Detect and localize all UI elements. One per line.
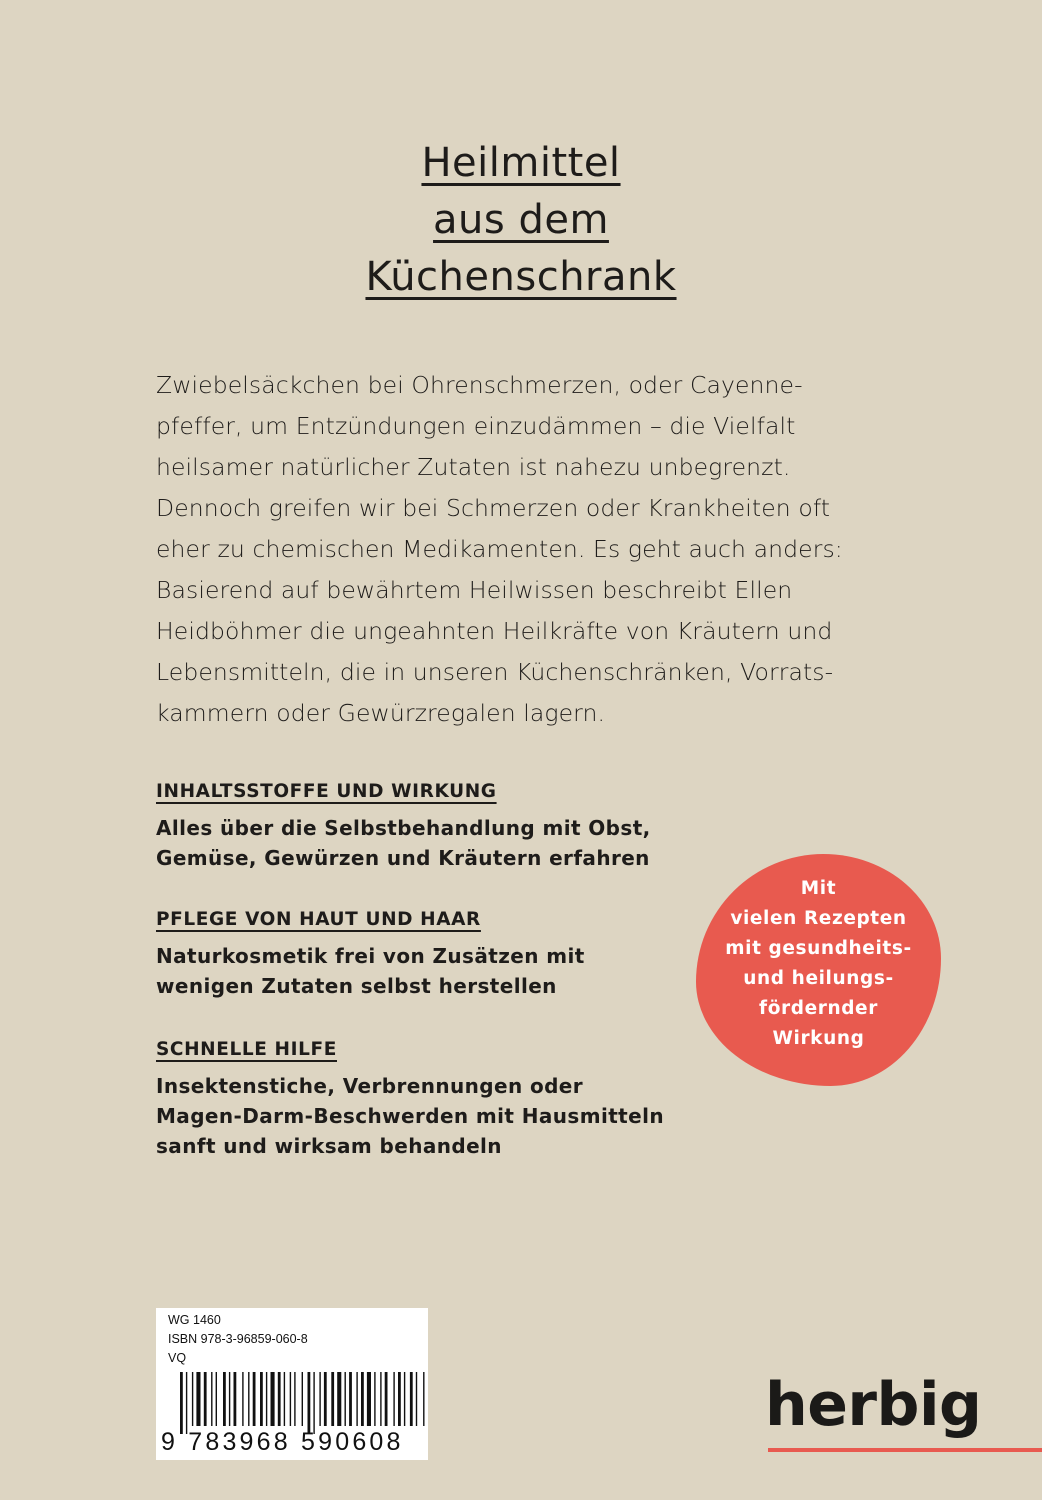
badge-text [696,874,941,1054]
barcode-bar [324,1372,327,1426]
intro-line: pfeffer, um Entzündungen einzudämmen – die Vielfalt [156,412,796,440]
barcode-bar [192,1372,193,1426]
section-pflege [156,908,716,1001]
intro-paragraph [156,365,916,734]
barcode-bar [211,1372,212,1426]
section-heading: PFLEGE VON HAUT UND HAAR [156,909,481,930]
publisher-logo-underline [768,1448,1042,1452]
barcode-bar [302,1372,303,1426]
barcode-bar [337,1372,341,1426]
intro-line: Dennoch greifen wir bei Schmerzen oder Krankheiten oft [156,494,831,522]
isbn-number: ISBN 978-3-96859-060-8 [168,1332,308,1346]
section-line: Gemüse, Gewürzen und Kräutern erfahren [156,846,650,870]
barcode-bar [248,1372,249,1426]
badge-line: Mit [800,878,837,899]
barcode-bar [356,1372,357,1426]
barcode-bar [361,1372,364,1426]
badge-line: vielen Rezepten [730,908,907,929]
barcode-bar [229,1372,230,1426]
intro-line: eher zu chemischen Medikamenten. Es geht auch anders: [156,535,843,563]
barcode-bar [398,1372,401,1426]
barcode-bar [410,1372,413,1426]
section-line: Insektenstiche, Verbrennungen oder [156,1074,584,1098]
wg-number: WG 1460 [168,1313,221,1327]
intro-line: Basierend auf bewährtem Heilwissen beschreibt Ellen [156,576,793,604]
barcode-bar [423,1372,424,1426]
intro-line: Heidböhmer die ungeahnten Heilkräfte von Kräutern und [156,617,833,645]
barcode-bar [313,1372,314,1434]
barcode-label [156,1308,428,1460]
barcode-bar [393,1372,394,1426]
section-line: Magen-Darm-Beschwerden mit Hausmitteln [156,1104,664,1128]
barcode-bar [349,1372,352,1426]
barcode-bar [223,1372,226,1426]
section-line: sanft und wirksam behandeln [156,1134,502,1158]
barcode-bar [374,1372,375,1426]
barcode-bar [331,1372,334,1426]
badge-line: fördernder [759,998,878,1019]
section-body [156,813,716,873]
barcode-bar [180,1372,183,1434]
section-heading: SCHNELLE HILFE [156,1039,337,1060]
barcode-bar [242,1372,243,1426]
book-title [0,135,1042,306]
recipes-badge [696,854,941,1086]
barcode-bar [404,1372,405,1426]
barcode-bar [294,1372,295,1426]
barcode-bar [290,1372,291,1426]
badge-line: mit gesundheits- [725,938,912,959]
barcode-bar [278,1372,281,1426]
barcode-bar [186,1372,187,1434]
barcode-bar [284,1372,285,1426]
intro-line: kammern oder Gewürzregalen lagern. [156,699,606,727]
barcode-bar [196,1372,200,1426]
section-heading: INHALTSSTOFFE UND WIRKUNG [156,781,497,802]
barcode-bar [416,1372,417,1426]
title-line-2: aus dem [433,197,609,243]
barcode-bar [271,1372,275,1426]
barcode-bar [345,1372,346,1426]
intro-line: heilsamer natürlicher Zutaten ist nahezu unbegrenzt. [156,453,791,481]
barcode-digits: 9 783968 590608 [161,1428,404,1456]
badge-line: und heilungs- [743,968,894,989]
barcode-bar [253,1372,256,1426]
vq-code: VQ [168,1351,187,1365]
barcode-bar [380,1372,381,1426]
intro-line: Lebensmitteln, die in unseren Küchenschränken, Vorrats- [156,658,834,686]
section-line: Naturkosmetik frei von Zusätzen mit [156,944,585,968]
barcode-bar [266,1372,267,1426]
barcode-bar [216,1372,217,1426]
section-line: wenigen Zutaten selbst herstellen [156,974,557,998]
barcode-bar [260,1372,263,1426]
barcode-bar [319,1372,320,1426]
title-line-3: Küchenschrank [365,254,677,300]
section-line: Alles über die Selbstbehandlung mit Obst, [156,816,651,840]
section-body [156,1071,716,1161]
barcode-bar [385,1372,388,1426]
barcode-bar [234,1372,237,1426]
section-body [156,941,716,1001]
badge-line: Wirkung [772,1028,865,1049]
title-line-1: Heilmittel [421,140,621,186]
barcode-bar [308,1372,311,1434]
section-inhaltsstoffe [156,780,716,873]
section-schnelle-hilfe [156,1038,716,1161]
intro-line: Zwiebelsäckchen bei Ohrenschmerzen, oder Cayenne- [156,371,803,399]
barcode-bar [367,1372,371,1426]
barcode-bar [204,1372,207,1426]
publisher-logo: herbig [765,1370,982,1440]
